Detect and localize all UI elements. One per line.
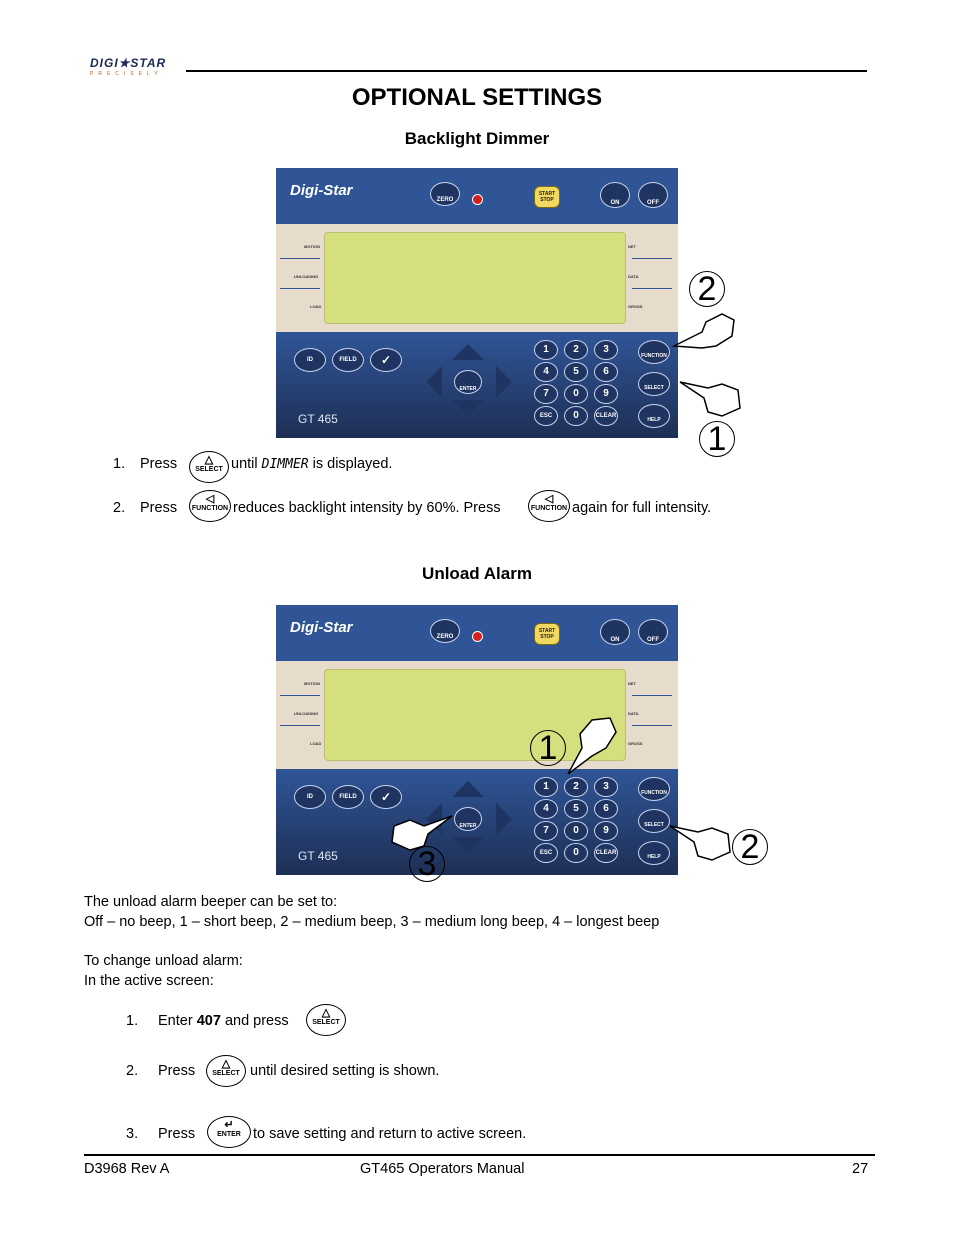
select-button: SELECT (638, 809, 670, 833)
step-2-number: 2. (113, 500, 126, 516)
on-button: ON (600, 182, 630, 208)
step-2-press: Press (140, 500, 178, 516)
off-button: OFF (638, 182, 668, 208)
callout-1: 1 (530, 730, 566, 766)
lcd-word: DIMMER (261, 457, 309, 472)
step-2-text: reduces backlight intensity by 60%. Press (233, 500, 501, 516)
label-net: NET (628, 681, 636, 686)
panel-brand: Digi-Star (290, 182, 353, 199)
divider (632, 288, 672, 289)
on-button: ON (600, 619, 630, 645)
start-stop-button: START STOP (534, 623, 560, 645)
esc-key: ESC (534, 843, 558, 863)
section-heading-backlight: Backlight Dimmer (404, 129, 550, 148)
key-7: 7 (534, 821, 558, 841)
label-load: LOAD (310, 304, 322, 309)
function-key-icon: ◁ FUNCTION (189, 490, 231, 522)
divider (632, 725, 672, 726)
unload-step-2-post: until desired setting is shown. (250, 1063, 440, 1079)
label-load: LOAD (310, 741, 322, 746)
panel-brand: Digi-Star (290, 619, 353, 636)
label-unloading: UNLOADING (294, 274, 319, 279)
down-arrow-icon (452, 837, 484, 853)
label-data: DATA (628, 711, 639, 716)
off-button: OFF (638, 619, 668, 645)
step-1-number: 1. (113, 456, 126, 472)
check-icon: ✓ (370, 785, 402, 809)
key-4: 4 (534, 799, 558, 819)
right-arrow-icon (496, 366, 512, 398)
unload-step-3-press: Press (158, 1126, 196, 1142)
divider (280, 288, 320, 289)
field-button: FIELD (332, 348, 364, 372)
callout-3: 3 (409, 846, 445, 882)
function-button: FUNCTION (638, 340, 670, 364)
up-arrow-icon (452, 781, 484, 797)
unload-step-3-number: 3. (126, 1126, 139, 1142)
step-1-until: until DIMMER is displayed. (231, 456, 393, 472)
model-label: GT 465 (298, 412, 338, 426)
footer-doc-number: D3968 Rev A (84, 1161, 170, 1177)
footer-rule (84, 1154, 875, 1156)
clear-key: CLEAR (594, 843, 618, 863)
enter-button: ENTER (454, 807, 482, 831)
status-led (472, 194, 483, 205)
unload-step-1-text: Enter 407 and press (158, 1013, 289, 1029)
logo-tagline: PRECISELY (90, 71, 163, 77)
label-unloading: UNLOADING (294, 711, 319, 716)
up-arrow-icon (452, 344, 484, 360)
key-1: 1 (534, 777, 558, 797)
callout-2: 2 (689, 271, 725, 307)
key-7: 7 (534, 384, 558, 404)
pointing-hand-icon (668, 820, 734, 864)
change-line1: To change unload alarm: (84, 953, 243, 969)
help-button: HELP (638, 404, 670, 428)
unload-intro-line1: The unload alarm beeper can be set to: (84, 894, 338, 910)
step-2-post: again for full intensity. (572, 500, 712, 516)
footer-manual-title: GT465 Operators Manual (360, 1161, 525, 1177)
enter-key-icon: ↵ ENTER (207, 1116, 251, 1148)
divider (280, 695, 320, 696)
unload-step-1-number: 1. (126, 1013, 139, 1029)
help-button: HELP (638, 841, 670, 865)
key-8: 0 (564, 821, 588, 841)
function-key-icon: ◁ FUNCTION (528, 490, 570, 522)
function-button: FUNCTION (638, 777, 670, 801)
unload-step-2-press: Press (158, 1063, 196, 1079)
key-0: 0 (564, 843, 588, 863)
key-0: 0 (564, 406, 588, 426)
status-led (472, 631, 483, 642)
digistar-logo (90, 56, 182, 82)
pointing-hand-icon (566, 714, 620, 776)
down-arrow-icon (452, 400, 484, 416)
select-key-icon: △ SELECT (306, 1004, 346, 1036)
label-motion: MOTION (304, 244, 320, 249)
pointing-hand-icon (678, 376, 744, 420)
key-6: 6 (594, 362, 618, 382)
id-button: ID (294, 785, 326, 809)
check-icon: ✓ (370, 348, 402, 372)
select-key-icon: △ SELECT (206, 1055, 246, 1087)
enter-button: ENTER (454, 370, 482, 394)
zero-button: ZERO (430, 619, 460, 643)
device-panel-backlight (276, 168, 678, 438)
callout-1: 1 (699, 421, 735, 457)
label-motion: MOTION (304, 681, 320, 686)
divider (632, 695, 672, 696)
change-line2: In the active screen: (84, 973, 214, 989)
header-rule (186, 70, 867, 72)
select-key-icon: △ SELECT (189, 451, 229, 483)
logo-text: DIGI★STAR (90, 56, 167, 70)
lcd-display (324, 232, 626, 324)
pointing-hand-icon (388, 808, 454, 852)
section-heading-unload: Unload Alarm (422, 564, 532, 583)
divider (280, 725, 320, 726)
divider (280, 258, 320, 259)
id-button: ID (294, 348, 326, 372)
model-label: GT 465 (298, 849, 338, 863)
key-2: 2 (564, 340, 588, 360)
label-gross: GROSS (628, 741, 643, 746)
right-arrow-icon (496, 803, 512, 835)
key-8: 0 (564, 384, 588, 404)
unload-step-3-post: to save setting and return to active screen. (253, 1126, 527, 1142)
key-9: 9 (594, 384, 618, 404)
pointing-hand-icon (672, 306, 738, 352)
label-net: NET (628, 244, 636, 249)
key-3: 3 (594, 340, 618, 360)
left-arrow-icon (426, 366, 442, 398)
key-9: 9 (594, 821, 618, 841)
label-gross: GROSS (628, 304, 643, 309)
unload-intro-line2: Off – no beep, 1 – short beep, 2 – medium beep, 3 – medium long beep, 4 – longest beep (84, 914, 660, 930)
page-title: OPTIONAL SETTINGS (351, 84, 603, 111)
callout-2: 2 (732, 829, 768, 865)
key-5: 5 (564, 362, 588, 382)
start-stop-button: START STOP (534, 186, 560, 208)
page-number: 27 (852, 1161, 869, 1177)
select-button: SELECT (638, 372, 670, 396)
field-button: FIELD (332, 785, 364, 809)
key-6: 6 (594, 799, 618, 819)
divider (632, 258, 672, 259)
key-3: 3 (594, 777, 618, 797)
key-2: 2 (564, 777, 588, 797)
key-1: 1 (534, 340, 558, 360)
esc-key: ESC (534, 406, 558, 426)
step-1-press: Press (140, 456, 178, 472)
clear-key: CLEAR (594, 406, 618, 426)
key-4: 4 (534, 362, 558, 382)
unload-step-2-number: 2. (126, 1063, 139, 1079)
zero-button: ZERO (430, 182, 460, 206)
key-5: 5 (564, 799, 588, 819)
label-data: DATA (628, 274, 639, 279)
